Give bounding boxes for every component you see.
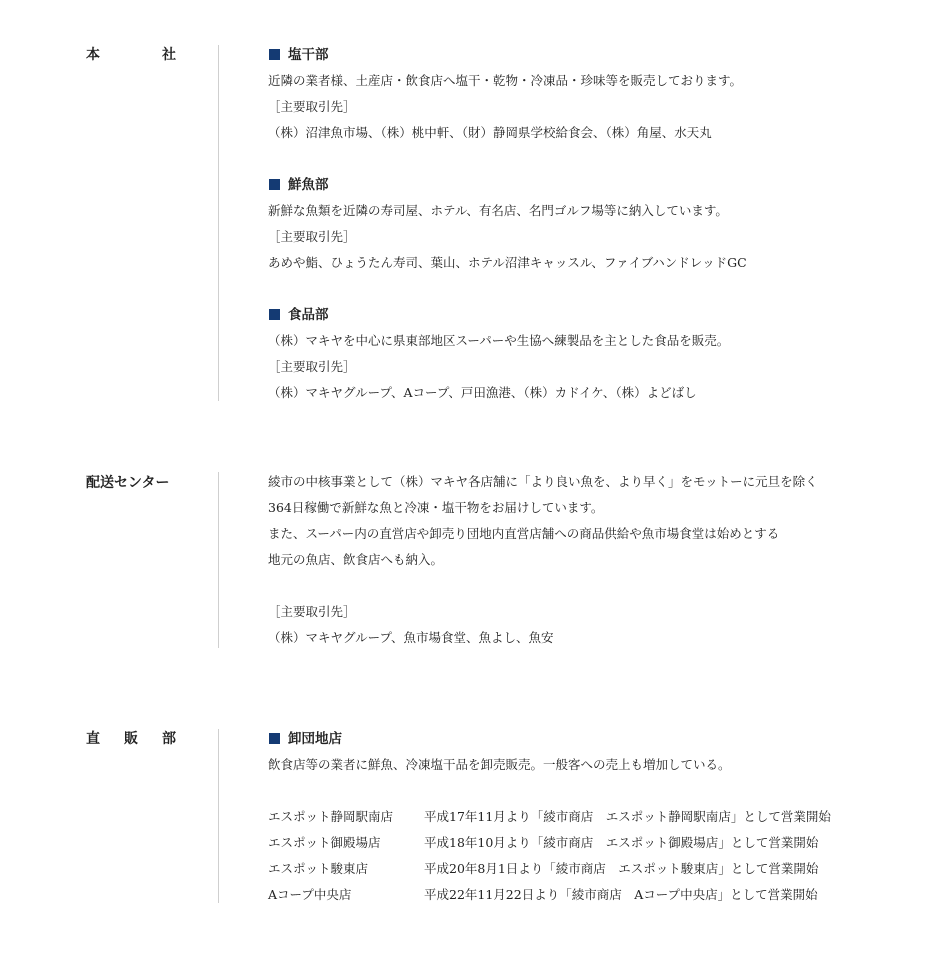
section-divider [218, 472, 219, 648]
section-divider [218, 729, 219, 903]
store-row [268, 833, 888, 859]
store-row [268, 807, 888, 833]
clients-list: （株）マキヤグループ、魚市場食堂、魚よし、魚安 [268, 630, 554, 645]
label-char: 直 [86, 731, 100, 747]
section-content-chokuhan [268, 729, 888, 911]
store-note: 平成17年11月より「綾市商店 エスポット静岡駅南店」として営業開始 [424, 809, 831, 824]
group-description: 飲食店等の業者に鮮魚、冷凍塩干品を卸売販売。一般客への売上も増加している。 [268, 757, 731, 772]
section-label-chokuhan [86, 729, 176, 749]
label-char: 社 [162, 47, 176, 63]
square-bullet-icon [269, 733, 280, 744]
section-divider [218, 45, 219, 401]
description-line: 364日稼働で新鮮な魚と冷凍・塩干物をお届けしています。 [268, 500, 604, 515]
description-line: また、スーパー内の直営店や卸売り団地内直営店舗への商品供給や魚市場食堂は始めとする [268, 526, 780, 541]
store-note: 平成22年11月22日より「綾市商店 Aコープ中央店」として営業開始 [424, 887, 818, 902]
group-description: 近隣の業者様、土産店・飲食店へ塩干・乾物・冷凍品・珍味等を販売しております。 [268, 73, 743, 88]
section-content-honsha [268, 45, 888, 409]
store-name: エスポット駿東店 [268, 861, 369, 876]
group-heading [268, 45, 888, 71]
square-bullet-icon [269, 49, 280, 60]
description-line: 地元の魚店、飲食店へも納入。 [268, 552, 444, 567]
group-description: 新鮮な魚類を近隣の寿司屋、ホテル、有名店、名門ゴルフ場等に納入しています。 [268, 203, 728, 218]
store-name: Aコープ中央店 [268, 887, 352, 902]
description-line: 綾市の中核事業として（株）マキヤ各店舗に「より良い魚を、より早く」をモットーに元旦を除く [268, 474, 818, 489]
section-label-honsha [86, 45, 176, 65]
group-description: （株）マキヤを中心に県東部地区スーパーや生協へ練製品を主とした食品を販売。 [268, 333, 730, 348]
section-label-haisou: 配送センター [86, 475, 170, 491]
group-title: 卸団地店 [288, 731, 342, 747]
group-heading [268, 305, 888, 331]
clients-label: ［主要取引先］ [268, 604, 356, 619]
store-row [268, 859, 888, 885]
label-char: 販 [124, 731, 138, 747]
store-note: 平成20年8月1日より「綾市商店 エスポット駿東店」として営業開始 [424, 861, 819, 876]
clients-list: （株）沼津魚市場、（株）桃中軒、（財）静岡県学校給食会、（株）角屋、水天丸 [268, 125, 712, 140]
group-heading [268, 175, 888, 201]
clients-label: ［主要取引先］ [268, 359, 356, 374]
group-title: 鮮魚部 [288, 177, 329, 193]
group-title: 塩干部 [288, 47, 329, 63]
clients-list: あめや鮨、ひょうたん寿司、葉山、ホテル沼津キャッスル、ファイブハンドレッドGC [268, 255, 747, 270]
square-bullet-icon [269, 179, 280, 190]
clients-label: ［主要取引先］ [268, 229, 356, 244]
clients-label: ［主要取引先］ [268, 99, 356, 114]
clients-list: （株）マキヤグループ、Aコープ、戸田漁港、（株）カドイケ、（株）よどばし [268, 385, 697, 400]
store-name: エスポット御殿場店 [268, 835, 381, 850]
group-heading [268, 729, 888, 755]
store-note: 平成18年10月より「綾市商店 エスポット御殿場店」として営業開始 [424, 835, 819, 850]
store-row [268, 885, 888, 911]
label-char: 本 [86, 47, 100, 63]
group-title: 食品部 [288, 307, 329, 323]
square-bullet-icon [269, 309, 280, 320]
label-char: 部 [162, 731, 176, 747]
section-content-haisou [268, 472, 888, 654]
store-name: エスポット静岡駅南店 [268, 809, 394, 824]
